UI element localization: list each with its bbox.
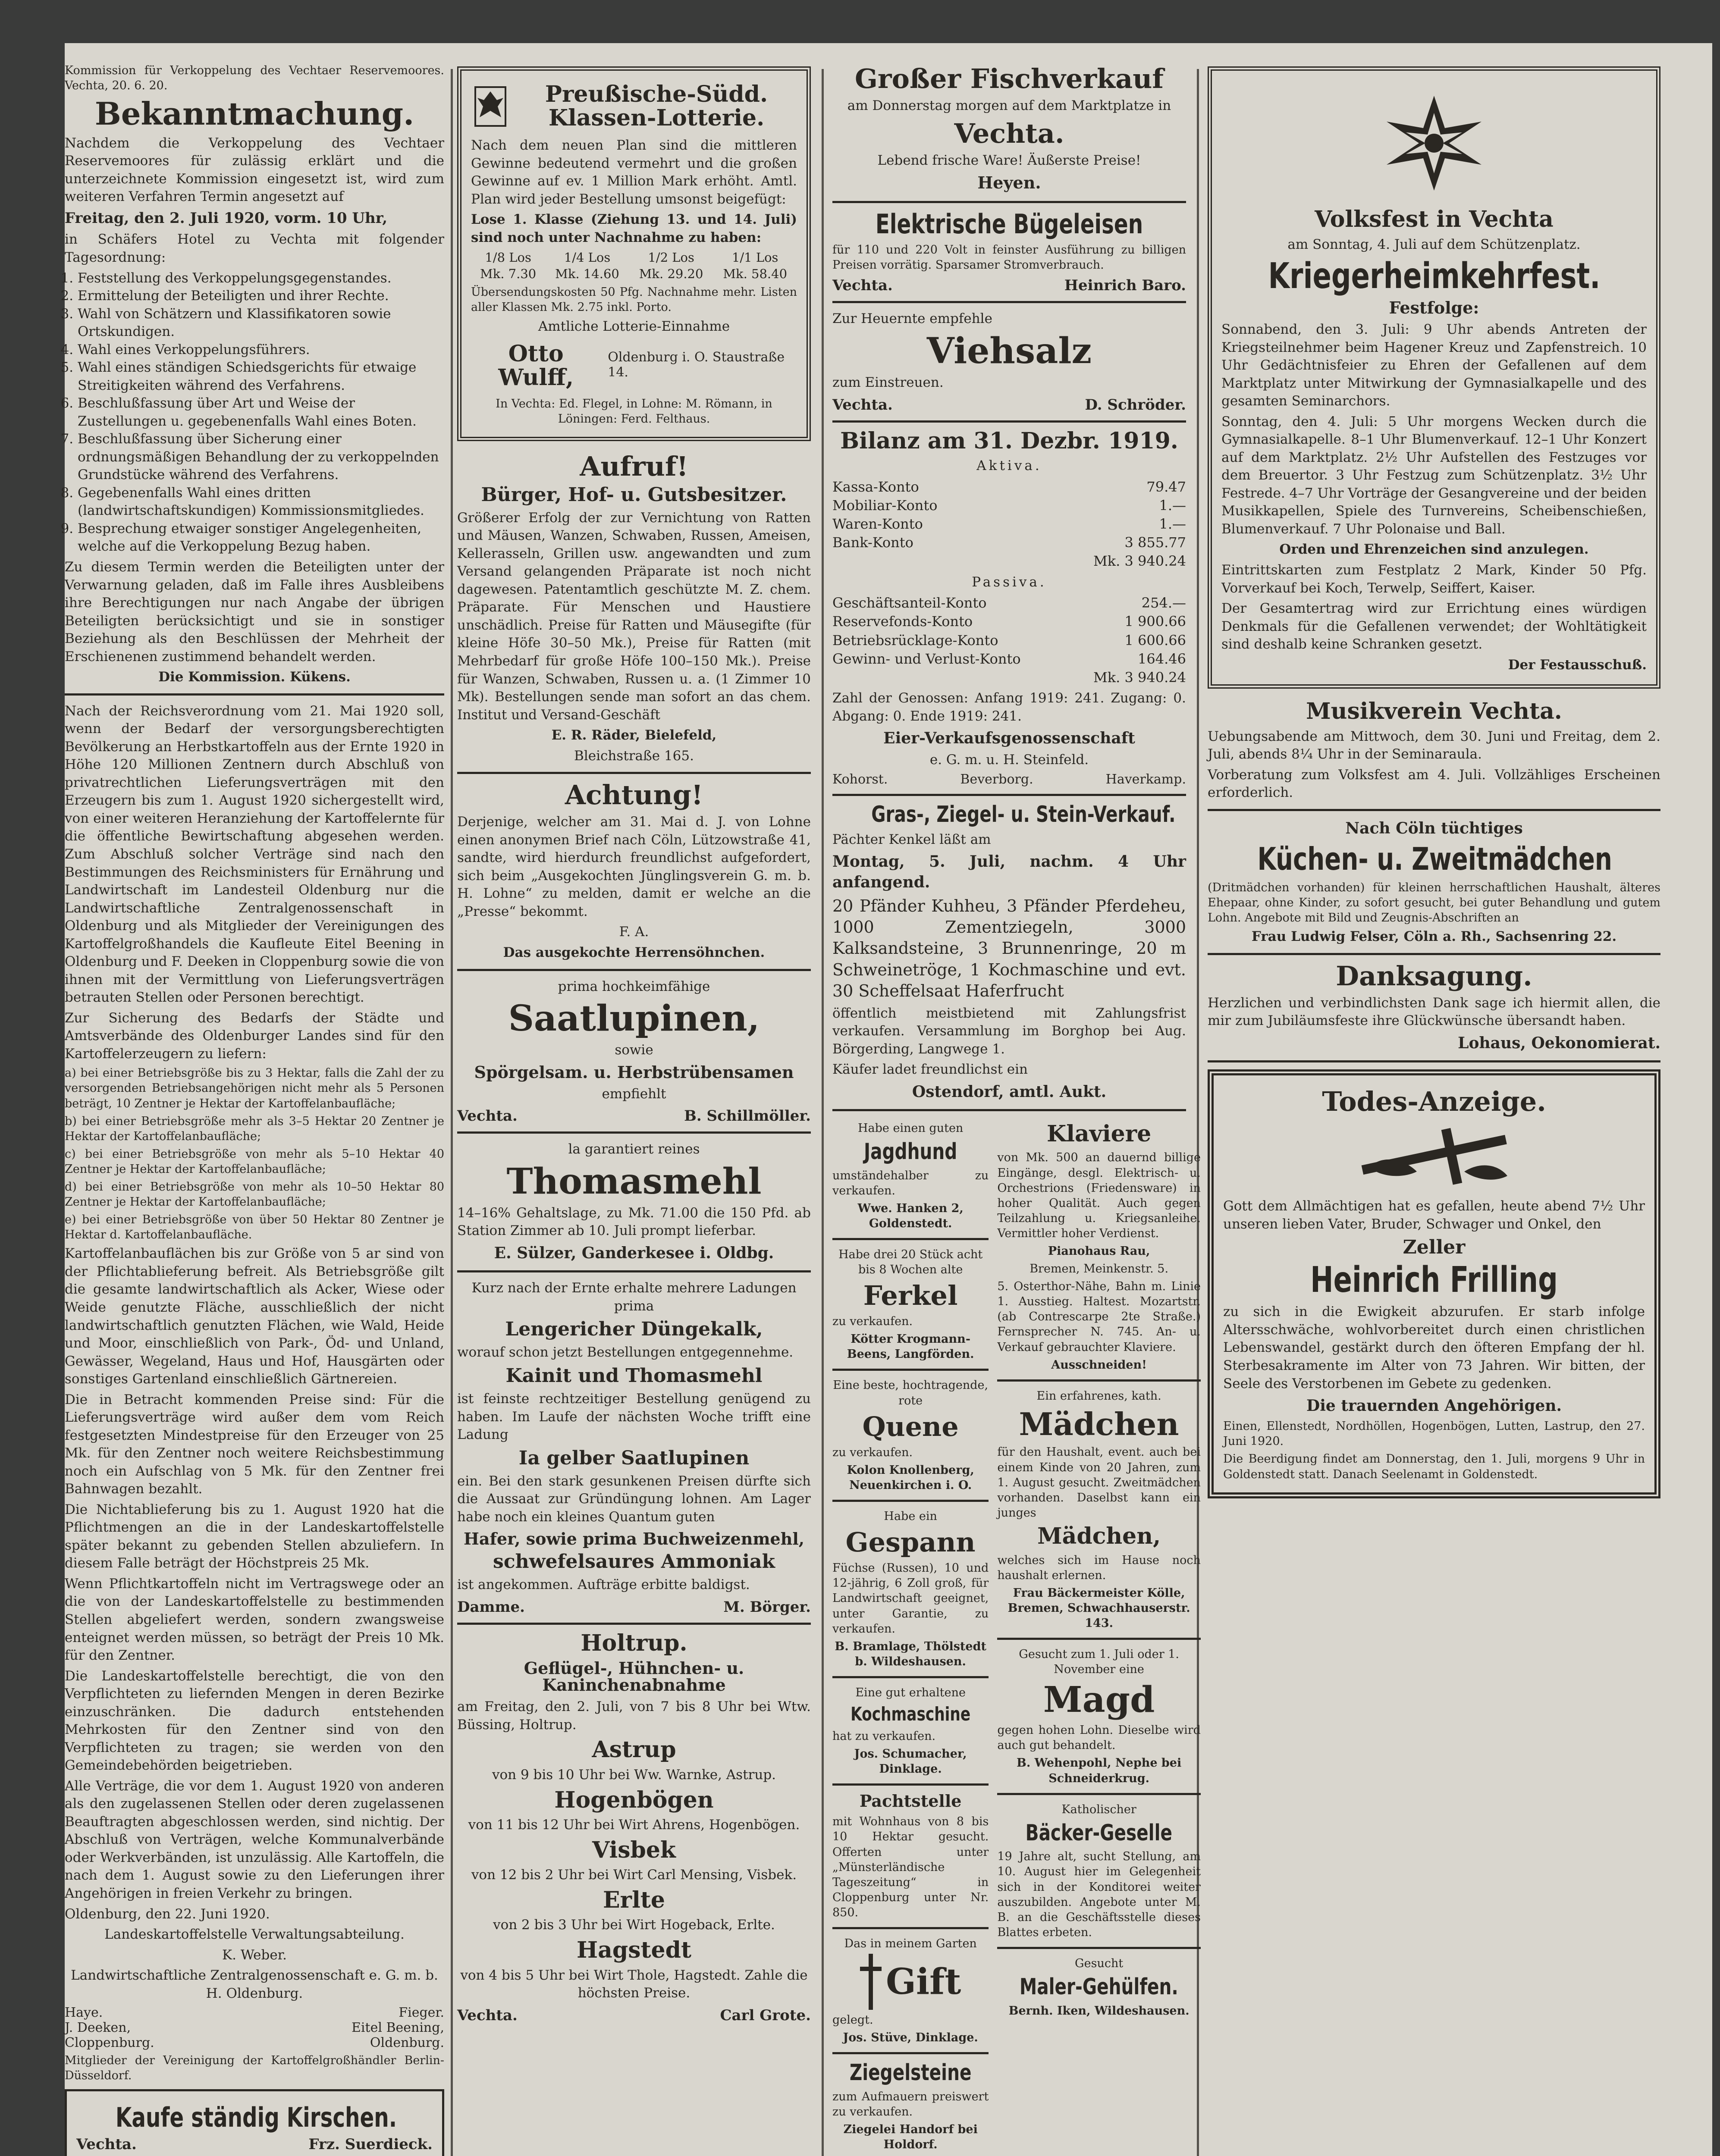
ad-text: mit Wohnhaus von 8 bis 10 Hektar gesucht. Offerten unter „Münsterländische Tageszeitung“ in Cloppenburg unter Nr. 850. — [832, 1815, 989, 1919]
deceased-title: Zeller — [1403, 1236, 1466, 1259]
program-tickets: Eintrittskarten zum Festplatz 2 Mark, Kinder 50 Pfg. Vorverkauf bei Koch, Terwelp, Seiffert, Kaiser. — [1221, 562, 1647, 596]
balance-value: 254.— — [1141, 595, 1186, 611]
commission-line: Kommission für Verkoppelung des Vechtaer Reservemoores. Vechta, 20. 6. 20. — [65, 64, 444, 93]
lottery-price-table — [471, 249, 797, 282]
thomas-prefix: la garantiert reines — [568, 1141, 700, 1157]
achtung-title: Achtung! — [565, 779, 703, 811]
divider — [457, 1623, 811, 1625]
divider — [832, 1109, 1186, 1111]
balance-total — [832, 668, 1186, 687]
fish-title: Großer Fischverkauf — [854, 63, 1164, 94]
auction-items: 20 Pfänder Kuhheu, 3 Pfänder Pferdeheu, 1000 Zementziegeln, 3000 Kalksandsteine, 3 Brunnenringe, 20 m Schweinetröge, 1 Kochmaschine und evt. 30 Scheffelsaat Haferfrucht — [832, 896, 1186, 1001]
potato-paragraph: Kartoffelanbauflächen bis zur Größe von 5 ar sind von der Pflichtablieferung befreit. Als Betriebsgröße gilt die gesamte landwirtschaftlich als Acker, Wiese oder Weide genutzte Fläche, ausschließlich der nicht landwirtschaftlich genutzten Flächen, wie Wald, Heide und Moor, einschließlich von Park-, Öd- und Unland, Gewässer, Wegeland, Haus und Hof, Hausgärten oder sonstiges Gartenland einschließlich Gärtnereien. — [65, 1246, 444, 1387]
potato-supply-intro: Zur Sicherung des Bedarfs der Städte und Amtsverbände des Oldenburger Landes sind für den Kartoffelerzeugern zu liefern: — [65, 1010, 444, 1062]
holtrup-subtitle: Geflügel-, Hühnchen- u. Kaninchenabnahme — [524, 1658, 744, 1695]
balance-label: Betriebsrücklage-Konto — [832, 632, 998, 649]
erlte-title: Erlte — [603, 1887, 665, 1913]
achtung-text: Derjenige, welcher am 31. Mai d. J. von Lohne einen anonymen Brief nach Cöln, Lützowstraße 41, sandte, wird hierdurch freundlichst aufgefordert, sich beim „Ausgekochten Jünglingsverein G. m. b. H. Lohne“ zu melden, damit er welche an die „Presse“ bekommt. — [457, 814, 811, 919]
divider — [832, 1676, 989, 1678]
auction-date: Montag, 5. Juli, nachm. 4 Uhr anfangend. — [832, 852, 1186, 892]
aufruf-address: Bleichstraße 165. — [574, 748, 694, 764]
potato-paragraph: Die Landeskartoffelstelle berechtigt, die von den Verpflichteten zu liefernden Mengen in deren Bezirke einzuschränken. Die dadurch entstehenden Mehrkosten für den Zentner sind von den Verpflichteten zu tragen; sie werden von den Gemeindebehörden beigetrieben. — [65, 1668, 444, 1774]
signer-name: Haverkamp. — [1105, 771, 1186, 787]
heifer-title: Quene — [862, 1410, 959, 1442]
burial-info: Die Beerdigung findet am Donnerstag, den 1. Juli, morgens 9 Uhr in Goldenstedt statt. Danach Seelenamt in Goldenstedt. — [1223, 1452, 1645, 1481]
balance-value: Mk. 3 940.24 — [1093, 669, 1186, 686]
iron-cross-icon — [1378, 87, 1490, 199]
table-header: 1/2 Los — [648, 250, 694, 265]
divider — [65, 693, 444, 696]
balance-value: 1.— — [1159, 516, 1186, 533]
balance-label: Kassa-Konto — [832, 478, 919, 495]
divider — [1208, 1060, 1660, 1062]
astrup-text: von 9 bis 10 Uhr bei Ww. Warnke, Astrup. — [492, 1767, 776, 1783]
auction-signature: Ostendorf, amtl. Aukt. — [912, 1082, 1107, 1101]
balance-firm-2: e. G. m. u. H. Steinfeld. — [929, 752, 1089, 768]
death-notice — [1208, 1069, 1660, 1498]
ad-place: Damme. — [457, 1598, 525, 1616]
column-3 — [832, 60, 1201, 2155]
divider — [997, 1638, 1201, 1640]
death-notice-text: Gott dem Allmächtigen hat es gefallen, heute abend 7½ Uhr unseren lieben Vater, Bruder, Schwager und Onkel, den — [1223, 1198, 1645, 1232]
agenda-item: 8. Gegebenenfalls Wahl eines dritten (landwirtschaftskundigen) Kommissionsmitgliedes. — [78, 484, 444, 520]
balance-title: Bilanz am 31. Dezbr. 1919. — [840, 427, 1178, 454]
ad-prefix: Ein erfahrenes, kath. — [1036, 1389, 1161, 1403]
ad-place: Vechta. — [76, 2136, 137, 2153]
lottery-office: Amtliche Lotterie-Einnahme — [538, 318, 730, 334]
lottery-title: Preußische-Südd. Klassen-Lotterie. — [545, 81, 768, 131]
signers — [65, 2005, 444, 2020]
divider — [832, 1238, 989, 1240]
ad-text: von Mk. 500 an dauernd billige Eingänge, desgl. Elektrisch- u. Orchestrions (Friedensware) in hoher Qualität. Auch gegen Teilzahlung u. Kriegsanleihe. Vermittler hoher Verdienst. — [997, 1151, 1201, 1240]
authority-signer: K. Weber. — [222, 1947, 287, 1963]
ad-text: gegen hohen Lohn. Dieselbe wird auch gut behandelt. — [997, 1724, 1201, 1752]
ad-place: Vechta. — [457, 1107, 518, 1125]
balance-firm: Eier-Verkaufsgenossenschaft — [883, 729, 1135, 748]
ad-prefix: Eine beste, hochtragende, rote — [833, 1379, 989, 1407]
classified-left — [832, 1118, 989, 2155]
ad-address: Ziegelei Handorf bei Holdorf. — [843, 2123, 978, 2152]
thomas-text: 14–16% Gehaltslage, zu Mk. 71.00 die 150 Pfd. ab Station Zimmer ab 10. Juli prompt lieferbar. — [457, 1205, 811, 1239]
balance-row — [832, 515, 1186, 533]
poison-title: Gift — [885, 1961, 961, 2003]
lottery-lots: Lose 1. Klasse (Ziehung 13. und 14. Juli) sind noch unter Nachnahme zu haben: — [471, 212, 797, 245]
ad-address: B. Wehenpohl, Nephe bei Schneiderkrug. — [1017, 1756, 1182, 1785]
ad-text: gelegt. — [832, 2013, 873, 2027]
signer-name: Eitel Beening, — [352, 2020, 444, 2036]
music-club-text: Uebungsabende am Mittwoch, dem 30. Juni und Freitag, dem 2. Juli, abends 8¼ Uhr in der Seminaraula. — [1208, 728, 1660, 762]
music-club-text-2: Vorberatung zum Volksfest am 4. Juli. Vollzähliges Erscheinen erforderlich. — [1208, 767, 1660, 801]
dung-text-2: ist feinste rechtzeitiger Bestellung genügend zu haben. Im Laufe der nächsten Woche trifft eine Ladung — [457, 1391, 811, 1443]
deceased-name: Heinrich Frilling — [1310, 1260, 1558, 1301]
bricks-title: Ziegelsteine — [849, 2060, 972, 2086]
ordinance-date: Oldenburg, den 22. Juni 1920. — [65, 1906, 270, 1922]
ad-note: Ausschneiden! — [1051, 1358, 1147, 1372]
agenda-item: 4. Wahl eines Verkoppelungsführers. — [78, 341, 444, 359]
column-rule — [822, 69, 824, 2156]
salt-title: Viehsalz — [926, 330, 1092, 372]
ad-text: für den Haushalt, event. auch bei einem Kinde von 20 Jahren, zum 1. August gesucht. Zweitmädchen vorhanden. Daselbst kann ein junges — [997, 1445, 1201, 1520]
ad-text: hat zu verkaufen. — [832, 1730, 936, 1743]
death-notice-place: Einen, Ellenstedt, Nordhöllen, Hogenbögen, Lutten, Lastrup, den 27. Juni 1920. — [1223, 1420, 1645, 1448]
divider — [457, 969, 811, 971]
saat-sowie: sowie — [615, 1042, 653, 1058]
ad-address: Kolon Knollenberg, Neuenkirchen i. O. — [847, 1463, 974, 1492]
achtung-signature: F. A. — [619, 924, 649, 940]
saat-title: Saatlupinen, — [508, 998, 760, 1040]
ad-prefix: Habe drei 20 Stück acht bis 8 Wochen alte — [838, 1247, 983, 1277]
announcement-title: Bekanntmachung. — [94, 95, 414, 132]
program-sunday: Sonntag, den 4. Juli: 5 Uhr morgens Wecken durch die Gymnasialkapelle. 8–1 Uhr Blumenverkauf. 12–1 Uhr Konzert auf dem Marktplatz. 2½ Uhr Aufstellen des Festzuges vor dem Breuertor. 3 Uhr Festzug zum Schützenplatz. 3½ Uhr Festrede. 4–7 Uhr Vorträge der Gesangvereine und der beiden Musikkapellen, Spiele des Turnvereins, Scheibenschießen, Blumenverkauf. 7 Uhr Polonaise und Ball. — [1221, 414, 1647, 537]
aufruf-text: Größerer Erfolg der zur Vernichtung von Ratten und Mäusen, Wanzen, Schwaben, Russen, Ameisen, Kellerasseln, Grillen usw. angewandten und zum Versand gelangenden Präparate ist noch nicht dagewesen. Patentamtlich geschützte M. Z. chem. Präparate. Für Menschen und Haustiere unschädlich. Preise für Ratten und Mäusegifte (für kleine Höfe 30–50 Mk.), Preise für Ratten (mit Mehrbedarf für große Höfe 100–150 Mk.). Preise für Wanzen, Schwaben, Russen u. a. (1 Zimmer 10 Mk). Bestellungen sende man sofort an das chem. Institut und Versand-Geschäft — [457, 510, 811, 723]
agenda-item: 1. Feststellung des Verkoppelungsgegenstandes. — [78, 270, 444, 288]
program-heading: Festfolge: — [1389, 298, 1479, 318]
divider — [832, 1783, 989, 1786]
ad-text: 19 Jahre alt, sucht Stellung, am 10. August hier im Gelegenheit sich in der Konditorei weiter auszubilden. Angebote unter M. B. an die Geschäftsstelle dieses Blattes erbeten. — [997, 1850, 1201, 1939]
divider — [832, 2052, 989, 2054]
ad-text: Füchse (Russen), 10 und 12-jährig, 6 Zoll groß, für Landwirtschaft geeignet, unter Garantie, zu verkaufen. — [832, 1561, 989, 1636]
thanks-text: Herzlichen und verbindlichsten Dank sage ich hiermit allen, die mir zum Jubiläumsfeste ihre Glückwünsche übersandt haben. — [1208, 995, 1660, 1029]
announcement-closing: Zu diesem Termin werden die Beteiligten unter der Verwarnung geladen, daß im Falle ihres Ausbleibens ihre Berechtigungen nur nach Angabe der übrigen Beteiligten berücksichtigt und sie in sonstiger Beziehung als den Beschlüssen der Mehrheit der Erschienenen zustimmend behandelt werden. — [65, 559, 444, 664]
cologne-prefix: Nach Cöln tüchtiges — [1345, 819, 1523, 837]
lottery-porto: Übersendungskosten 50 Pfg. Nachnahme mehr. Listen aller Klassen Mk. 2.75 inkl. Porto. — [471, 285, 797, 314]
divider — [1208, 809, 1660, 811]
thanks-title: Danksagung. — [1336, 960, 1532, 992]
farmhand-title: Magd — [1043, 1679, 1155, 1721]
balance-label: Waren-Konto — [832, 516, 923, 533]
balance-row — [832, 594, 1186, 612]
dung-intro: Kurz nach der Ernte erhalte mehrere Ladungen prima — [471, 1280, 797, 1314]
ad-address: Jos. Stüve, Dinklage. — [843, 2031, 978, 2045]
potato-ordinance: Nach der Reichsverordnung vom 21. Mai 1920 soll, wenn der Bedarf der versorgungsberechtigten Bevölkerung an Herbstkartoffeln aus der Ernte 1920 in Höhe 120 Millionen Zentnern durch Abschluß von privatrechtlichen Lieferungsverträgen mit den Erzeugern bis zum 1. August 1920 sichergestellt wird, von einer weiteren Heranziehung der Kartoffelernte für die öffentliche Bewirtschaftung abgesehen werden. Zum Abschluß solcher Verträge sind nach den Bestimmungen des Reichsministers für Ernährung und Landwirtschaft im Landesteil Oldenburg nur die Landwirtschaftliche Zentralgenossenschaft in Oldenburg und als Mitglieder der Vereinigungen des Kartoffelgroßhandels die Kaufleute Eitel Beening in Oldenburg und F. Deeken in Cloppenburg sowie die von ihnen mit der Vermittlung von Lieferungsverträgen betrauten Stellen oder Personen berechtigt. — [65, 703, 445, 1006]
table-cell: Mk. 7.30 — [480, 266, 537, 282]
hagstedt-text: von 4 bis 5 Uhr bei Wirt Thole, Hagstedt. Zahle die höchsten Preise. — [460, 1967, 808, 2001]
ad-advertiser: Carl Grote. — [720, 2006, 811, 2024]
cherry-ad-title: Kaufe ständig Kirschen. — [115, 2102, 397, 2134]
signer-place: Oldenburg. — [370, 2035, 444, 2051]
ad-place: Vechta. — [457, 2006, 518, 2024]
team-title: Gespann — [845, 1526, 976, 1558]
balance-label: Bank-Konto — [832, 534, 913, 551]
authority-name: Landeskartoffelstelle Verwaltungsabteilung. — [104, 1927, 405, 1943]
lottery-vendor: Otto Wulff, — [498, 341, 574, 391]
balance-value: 79.47 — [1146, 478, 1186, 495]
ad-prefix: Gesucht zum 1. Juli oder 1. November eine — [1019, 1647, 1179, 1677]
classified-right — [997, 1118, 1201, 2155]
program-orders: Orden und Ehrenzeichen sind anzulegen. — [1279, 542, 1589, 558]
divider — [832, 1500, 989, 1502]
piano-title: Klaviere — [1047, 1120, 1152, 1147]
iron-text: für 110 und 220 Volt in feinster Ausführung zu billigen Preisen vorrätig. Sparsamer Stromverbrauch. — [832, 243, 1186, 272]
hagstedt-title: Hagstedt — [577, 1937, 691, 1963]
balance-value: 3 855.77 — [1124, 534, 1186, 551]
ad-advertiser: M. Börger. — [723, 1598, 811, 1616]
fish-vendor: Heyen. — [977, 173, 1041, 193]
potato-paragraph: Die Nichtablieferung bis zu 1. August 1920 hat die Pflichtmengen an die in der Landeskartoffelstelle später bekannt zu gebenden Stellen abzuliefern. In diesem Falle beträgt der Höchstpreis 25 Mk. — [65, 1501, 444, 1571]
eagle-crest-icon — [471, 83, 510, 130]
agenda-item: 7. Beschlußfassung über Sicherung einer ordnungsmäßigen Behandlung der zu verkoppelnden Grundstücke während des Verfahrens. — [78, 430, 444, 484]
divider — [457, 772, 811, 774]
potato-rule: d) bei einer Betriebsgröße von mehr als 10–50 Hektar 80 Zentner je Hektar der Kartoffelanbaufläche; — [65, 1180, 444, 1209]
classified-columns — [832, 1118, 1201, 2155]
announcement-intro: Nachdem die Verkoppelung des Vechtaer Reservemoores für zulässig erklärt und die unterzeichnete Kommission eingesetzt ist, wird zum weiteren Verfahren Termin angesetzt auf — [65, 135, 444, 205]
balance-row — [832, 496, 1186, 515]
signers — [65, 2020, 444, 2035]
kitchen-maid-title: Küchen- u. Zweitmädchen — [1257, 841, 1612, 877]
lottery-ad — [457, 66, 811, 441]
balance-value: 164.46 — [1138, 650, 1186, 667]
signer-name: Fieger. — [399, 2005, 444, 2021]
festival-date: am Sonntag, 4. Juli auf dem Schützenplatz. — [1287, 236, 1581, 252]
agenda-item: 5. Wahl eines ständigen Schiedsgerichts für etwaige Streitigkeiten während des Verfahrens. — [78, 359, 444, 395]
balance-row — [832, 533, 1186, 552]
fish-place: Vechta. — [954, 117, 1064, 149]
balance-label: Geschäftsanteil-Konto — [832, 595, 987, 611]
program-signature: Der Festausschuß. — [1508, 657, 1647, 673]
dung-title: Lengericher Düngekalk, — [505, 1318, 763, 1341]
table-cell: Mk. 29.20 — [639, 266, 703, 282]
painter-title: Maler-Gehülfen. — [1020, 1974, 1179, 2000]
column-1 — [65, 60, 444, 2156]
meeting-date: Freitag, den 2. Juli 1920, vorm. 10 Uhr, — [65, 209, 388, 227]
aufruf-firm: E. R. Räder, Bielefeld, — [551, 727, 717, 743]
cross-icon — [860, 1954, 882, 2010]
divider — [832, 794, 1186, 796]
signer-name: Haye. — [65, 2005, 103, 2021]
dung-text: worauf schon jetzt Bestellungen entgegennehme. — [457, 1344, 794, 1360]
divider — [997, 1379, 1201, 1382]
kitchen-maid-address: Frau Ludwig Felser, Cöln a. Rh., Sachsenring 22. — [1251, 929, 1617, 945]
ad-text: zu verkaufen. — [832, 1445, 913, 1459]
holtrup-text: am Freitag, den 2. Juli, von 7 bis 8 Uhr bei Wtw. Büssing, Holtrup. — [457, 1699, 811, 1733]
divider — [832, 301, 1186, 303]
ad-firm: Pianohaus Rau, — [1048, 1244, 1150, 1258]
ad-text: welches sich im Hause noch haushalt erlernen. — [997, 1553, 1201, 1582]
hogenboegen-text: von 11 bis 12 Uhr bei Wirt Ahrens, Hogenbögen. — [468, 1817, 800, 1833]
baker-title: Bäcker-Geselle — [1025, 1820, 1173, 1846]
ad-text: zum Aufmauern preiswert zu verkaufen. — [832, 2090, 989, 2118]
program-saturday: Sonnabend, den 3. Juli: 9 Uhr abends Antreten der Kriegsteilnehmer beim Hagener Kreuz und Zapfenstreich. 10 Uhr Gedächtnisfeier zu Ehren der Gefallenen auf dem Marktplatz unter Mitwirkung der Gymnasialkapelle und des gesamten Seminarchors. — [1221, 322, 1647, 409]
ad-place: Vechta. — [832, 396, 893, 414]
dung-title-3: Ia gelber Saatlupinen — [518, 1447, 750, 1469]
erlte-text: von 2 bis 3 Uhr bei Wirt Hogeback, Erlte. — [493, 1917, 775, 1933]
salt-prefix: Zur Heuernte empfehle — [832, 311, 992, 327]
agenda-item: 3. Wahl von Schätzern und Klassifikatoren sowie Ortskundigen. — [78, 305, 444, 341]
agenda-list — [78, 270, 444, 556]
table-header: 1/8 Los — [485, 250, 531, 265]
balance-label: Mobiliar-Konto — [832, 497, 938, 514]
ad-advertiser: Heinrich Baro. — [1064, 277, 1186, 295]
ad-address: Jos. Schumacher, Dinklage. — [854, 1747, 967, 1776]
visbek-text: von 12 bis 2 Uhr bei Wirt Carl Mensing, Visbek. — [471, 1867, 797, 1883]
kitchen-maid-text: (Dritmädchen vorhanden) für kleinen herrschaftlichen Haushalt, älteres Ehepaar, ohne Kinder, zu sofort gesucht, bei guter Behandlung und gutem Lohn. Angebote mit Bild und Zeugnis-Abschriften an — [1208, 881, 1660, 924]
signers — [65, 2035, 444, 2050]
column-2 — [457, 60, 811, 2024]
balance-total — [832, 552, 1186, 570]
ad-prefix: Das in meinem Garten — [844, 1937, 977, 1950]
dog-title: Jagdhund — [864, 1138, 957, 1165]
potato-paragraph: Wenn Pflichtkartoffeln nicht im Vertragswege oder an die von der Landeskartoffelstelle zu bestimmenden Stellen abgeliefert werden, sondern zwangsweise enteignet werden müssen, so beträgt der Preis 10 Mk. für den Zentner. — [65, 1576, 444, 1664]
association-members: Mitglieder der Vereinigung der Kartoffelgroßhändler Berlin-Düsseldorf. — [65, 2054, 444, 2083]
agenda-item: 6. Beschlußfassung über Art und Weise der Zustellungen u. gegebenenfalls Wahl eines Boten. — [78, 395, 444, 430]
ad-advertiser: B. Schillmöller. — [684, 1107, 811, 1125]
balance-value: 1 600.66 — [1124, 632, 1186, 649]
meeting-place: in Schäfers Hotel zu Vechta mit folgender Tagesordnung: — [65, 232, 444, 265]
homecoming-title: Kriegerheimkehrfest. — [1268, 256, 1601, 297]
balance-row — [832, 478, 1186, 496]
auction-text: Pächter Kenkel läßt am — [832, 831, 991, 847]
balance-row — [832, 650, 1186, 668]
auction-text-2: öffentlich meistbietend mit Zahlungsfrist verkaufen. Versammlung im Borghop bei Aug. Börgerding, Langwege 1. — [832, 1005, 1186, 1057]
aufruf-subtitle: Bürger, Hof- u. Gutsbesitzer. — [481, 483, 787, 506]
balance-value: Mk. 3 940.24 — [1093, 553, 1186, 570]
piglets-title: Ferkel — [863, 1280, 958, 1312]
maid-title-2: Mädchen, — [1037, 1523, 1161, 1549]
saat-prefix: prima hochkeimfähige — [558, 978, 710, 994]
thomas-firm: E. Sülzer, Ganderkesee i. Oldbg. — [494, 1244, 774, 1262]
salt-suffix: zum Einstreuen. — [832, 375, 944, 391]
program-proceeds: Der Gesamtertrag wird zur Errichtung eines würdigen Denkmals für die Gefallenen verwendet; der Wohltätigkeit sind deshalb keine Schranken gesetzt. — [1221, 601, 1647, 652]
ad-address: Bernh. Iken, Wildeshausen. — [1008, 2004, 1190, 2018]
death-notice-title: Todes-Anzeige. — [1322, 1085, 1546, 1117]
potato-paragraph: Alle Verträge, die vor dem 1. August 1920 von anderen als den zugelassenen Stellen oder deren zugelassenen Beauftragten abgeschlossen werden, sind nichtig. Der Abschluß von Verträgen, welche Kommunalverbände oder Werkverbänden, ist unzulässig. Alle Kartoffeln, die nach dem 1. August sowie zu den Lieferungen ihrer Angehörigen in freien Verkehr zu bringen. — [65, 1778, 444, 1901]
ad-address: Frau Bäckermeister Kölle, Bremen, Schwachhauserstr. 143. — [1008, 1586, 1190, 1630]
cherry-ad — [65, 2089, 444, 2156]
fish-text: am Donnerstag morgen auf dem Marktplatze in — [847, 98, 1171, 114]
auction-title: Gras-, Ziegel- u. Stein-Verkauf. — [871, 801, 1176, 827]
achtung-signature-2: Das ausgekochte Herrensöhnchen. — [503, 945, 765, 960]
divider — [832, 201, 1186, 203]
dung-title-2: Kainit und Thomasmehl — [505, 1364, 763, 1387]
death-notice-text-2: zu sich in die Ewigkeit abzurufen. Er starb infolge Altersschwäche, wohlvorbereitet durch einen christlichen Lebenswandel, gestärkt durch den öfteren Empfang der hl. Sterbesakramente im Alter von 73 Jahren. Wir bitten, der Seele des Verstorbenen im Gebete zu gedenken. — [1223, 1304, 1645, 1391]
table-cell: Mk. 14.60 — [555, 266, 619, 282]
cross-wreath-icon — [1343, 1124, 1525, 1189]
saat-subtitle: Spörgelsam. u. Herbstrübensamen — [474, 1062, 794, 1082]
signer-name: Beverborg. — [960, 771, 1033, 787]
balance-members: Zahl der Genossen: Anfang 1919: 241. Zugang: 0. Abgang: 0. Ende 1919: 241. — [832, 690, 1186, 724]
ad-text: zu verkaufen. — [832, 1315, 913, 1329]
balance-row — [832, 612, 1186, 631]
signer-name: J. Deeken, — [65, 2020, 131, 2036]
ad-prefix: Katholischer — [1061, 1802, 1136, 1816]
divider — [832, 1927, 989, 1929]
aufruf-title: Aufruf! — [580, 451, 688, 483]
commission-signature: Die Kommission. Kükens. — [158, 669, 351, 685]
potato-rule: e) bei einer Betriebsgröße von über 50 Hektar 80 Zentner je Hektar d. Kartoffelanbaufläche. — [65, 1213, 444, 1242]
mourners: Die trauernden Angehörigen. — [1306, 1397, 1562, 1415]
ad-prefix: Habe ein — [884, 1510, 937, 1523]
table-header: 1/1 Los — [731, 250, 778, 265]
ad-advertiser: Frz. Suerdieck. — [308, 2136, 433, 2153]
potato-paragraph: Die in Betracht kommenden Preise sind: Für die Lieferungsverträge wird außer dem vom Reich festgesetzten Mindestpreise für den Erzeuger von 25 Mk. für den Zentner noch weitere Reichsbestimmung noch ein Aufschlag von 5 Mk. für den Zentner frei Bahnwagen bezahlt. — [65, 1391, 444, 1497]
dung-text-3: ein. Bei den stark gesunkenen Preisen dürfte sich die Aussaat zur Gründüngung lohnen. Am Lager habe noch ein kleines Quantum guten — [457, 1473, 811, 1525]
table-cell: Mk. 58.40 — [723, 266, 788, 282]
column-rule — [451, 69, 453, 2156]
festival-ad — [1208, 66, 1660, 689]
table-header: 1/4 Los — [564, 250, 611, 265]
lease-title: Pachtstelle — [859, 1791, 962, 1811]
divider — [832, 420, 1186, 423]
balance-value: 1 900.66 — [1124, 613, 1186, 630]
hogenboegen-title: Hogenbögen — [554, 1786, 714, 1813]
liabilities-heading: Passiva. — [972, 574, 1047, 590]
dung-text-4: ist angekommen. Aufträge erbitte baldigst. — [457, 1577, 750, 1593]
balance-label: Gewinn- und Verlust-Konto — [832, 650, 1021, 667]
signer-place: Cloppenburg. — [65, 2035, 154, 2051]
potato-rule: b) bei einer Betriebsgröße mehr als 3–5 Hektar 20 Zentner je Hektar der Kartoffelanbaufläche; — [65, 1114, 444, 1143]
lottery-text: Nach dem neuen Plan sind die mittleren Gewinne bedeutend vermehrt und die großen Gewinne auf ev. 1 Million Mark erhöht. Amtl. Plan wird jeder Bestellung umsonst beigefügt: — [471, 138, 797, 207]
auction-text-3: Käufer ladet freundlichst ein — [832, 1062, 1028, 1078]
ad-address: Bremen, Meinkenstr. 5. — [1029, 1262, 1169, 1276]
ad-prefix: Eine gut erhaltene — [855, 1686, 966, 1699]
ad-text: 5. Osterthor-Nähe, Bahn m. Linie 1. Ausstieg. Haltest. Mozartstr. (ab Contrescarpe 2te Straße.) Fernsprecher N. 745. An- u. Verkauf gebrauchter Klaviere. — [997, 1280, 1201, 1354]
holtrup-title: Holtrup. — [581, 1630, 687, 1656]
lottery-address: Oldenburg i. O. Staustraße 14. — [608, 350, 785, 380]
signer-name: Kohorst. — [832, 771, 888, 787]
thanks-signature: Lohaus, Oekonomierat. — [1458, 1034, 1660, 1052]
ad-prefix: Gesucht — [1075, 1956, 1124, 1970]
agenda-item: 9. Besprechung etwaiger sonstiger Angelegenheiten, welche auf die Verkoppelung Bezug haben. — [78, 520, 444, 556]
iron-title: Elektrische Bügeleisen — [875, 208, 1143, 240]
stove-title: Kochmaschine — [851, 1703, 971, 1725]
divider — [457, 1270, 811, 1272]
divider — [997, 1947, 1201, 1949]
column-4 — [1208, 60, 1660, 1510]
ad-place: Vechta. — [832, 277, 893, 295]
ad-address: Kötter Krogmann-Beens, Langförden. — [847, 1332, 974, 1361]
saat-empfiehlt: empfiehlt — [602, 1086, 666, 1102]
divider — [1208, 953, 1660, 955]
music-club-title: Musikverein Vechta. — [1306, 698, 1562, 725]
assets-heading: Aktiva. — [976, 458, 1042, 474]
festival-name: Volksfest in Vechta — [1315, 206, 1554, 232]
fish-subtitle: Lebend frische Ware! Äußerste Preise! — [877, 152, 1141, 168]
agenda-item: 2. Ermittelung der Beteiligten und ihrer Rechte. — [78, 287, 444, 305]
balance-label: Reservefonds-Konto — [832, 613, 973, 630]
balance-row — [832, 631, 1186, 650]
divider — [457, 1131, 811, 1134]
astrup-title: Astrup — [592, 1736, 676, 1763]
cooperative-name: Landwirtschaftliche Zentralgenossenschaft e. G. m. b. H. Oldenburg. — [71, 1968, 438, 2001]
dung-title-4: Hafer, sowie prima Buchweizenmehl, — [463, 1529, 805, 1549]
lottery-agents: In Vechta: Ed. Flegel, in Lohne: M. Römann, in Löningen: Ferd. Felthaus. — [496, 397, 772, 426]
ad-prefix: Habe einen guten — [857, 1121, 964, 1135]
divider — [997, 1793, 1201, 1795]
potato-rule: a) bei einer Betriebsgröße bis zu 3 Hektar, falls die Zahl der zu versorgenden Betriebsangehörigen nicht mehr als 5 Personen beträgt, 10 Zentner je Hektar der Kartoffelanbaufläche; — [65, 1066, 444, 1110]
divider — [832, 1369, 989, 1371]
potato-rule: c) bei einer Betriebsgröße von mehr als 5–10 Hektar 40 Zentner je Hektar der Kartoffelanbaufläche; — [65, 1147, 444, 1176]
ad-text: umständehalber zu verkaufen. — [832, 1169, 989, 1197]
thomas-title: Thomasmehl — [506, 1160, 762, 1202]
ad-address: B. Bramlage, Thölstedt b. Wildeshausen. — [835, 1639, 986, 1668]
ad-address: Wwe. Hanken 2, Goldenstedt. — [857, 1201, 964, 1230]
dung-title-5: schwefelsaures Ammoniak — [493, 1551, 775, 1573]
ad-advertiser: D. Schröder. — [1085, 396, 1186, 414]
maid-title: Mädchen — [1019, 1405, 1179, 1442]
visbek-title: Visbek — [592, 1836, 676, 1863]
balance-value: 1.— — [1159, 497, 1186, 514]
